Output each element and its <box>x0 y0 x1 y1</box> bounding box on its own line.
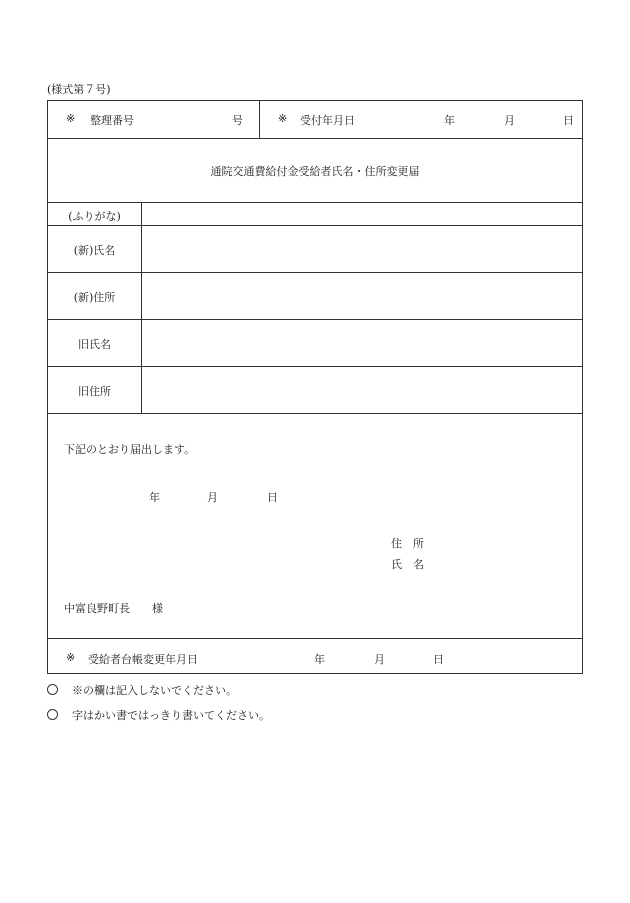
office-use-mark: ※ <box>66 651 76 664</box>
note-text: ※の欄は記入しないでください。 <box>72 684 237 697</box>
note-item <box>47 682 237 698</box>
addressee: 中富良野町長 様 <box>64 602 163 615</box>
old-address-row <box>48 367 582 414</box>
header-divider <box>259 101 260 138</box>
label-divider <box>141 226 142 272</box>
new-address-row <box>48 273 582 320</box>
note-text: 字はかい書ではっきり書いてください。 <box>72 709 270 722</box>
received-year-label: 年 <box>444 114 455 127</box>
declaration-day-label: 日 <box>267 491 278 504</box>
ledger-day-label: 日 <box>433 653 444 666</box>
new-name-row <box>48 226 582 273</box>
office-use-mark: ※ <box>278 112 288 125</box>
label-divider <box>141 367 142 413</box>
ledger-change-row <box>48 639 582 674</box>
old-name-row <box>48 320 582 367</box>
received-day-label: 日 <box>563 114 574 127</box>
label-divider <box>141 320 142 366</box>
received-month-label: 月 <box>504 114 515 127</box>
furigana-row <box>48 203 582 226</box>
new-name-label: (新)氏名 <box>73 244 116 257</box>
ledger-month-label: 月 <box>374 653 385 666</box>
furigana-label: (ふりがな) <box>68 210 121 223</box>
office-use-mark: ※ <box>66 112 76 125</box>
ledger-change-date-label: 受給者台帳変更年月日 <box>88 653 198 666</box>
old-name-label: 旧氏名 <box>78 338 111 351</box>
declaration-section <box>48 414 582 639</box>
form-number-label: (様式第７号) <box>47 83 111 96</box>
circle-bullet-icon <box>47 709 58 720</box>
new-address-label: (新)住所 <box>73 291 116 304</box>
received-date-label: 受付年月日 <box>300 114 355 127</box>
old-address-label: 旧住所 <box>78 385 111 398</box>
reference-number-label: 整理番号 <box>90 114 134 127</box>
declaration-statement: 下記のとおり届出します。 <box>64 443 196 456</box>
label-divider <box>141 273 142 319</box>
applicant-address-label: 住 所 <box>391 537 424 550</box>
form-title: 通院交通費給付金受給者氏名・住所変更届 <box>210 165 420 178</box>
reference-number-suffix: 号 <box>232 114 243 127</box>
title-row <box>48 139 582 203</box>
label-divider <box>141 203 142 225</box>
declaration-year-label: 年 <box>149 491 160 504</box>
note-item <box>47 707 270 723</box>
declaration-month-label: 月 <box>207 491 218 504</box>
header-row <box>48 101 582 139</box>
applicant-name-label: 氏 名 <box>391 558 424 571</box>
ledger-year-label: 年 <box>314 653 325 666</box>
circle-bullet-icon <box>47 684 58 695</box>
change-notification-form <box>47 100 583 674</box>
